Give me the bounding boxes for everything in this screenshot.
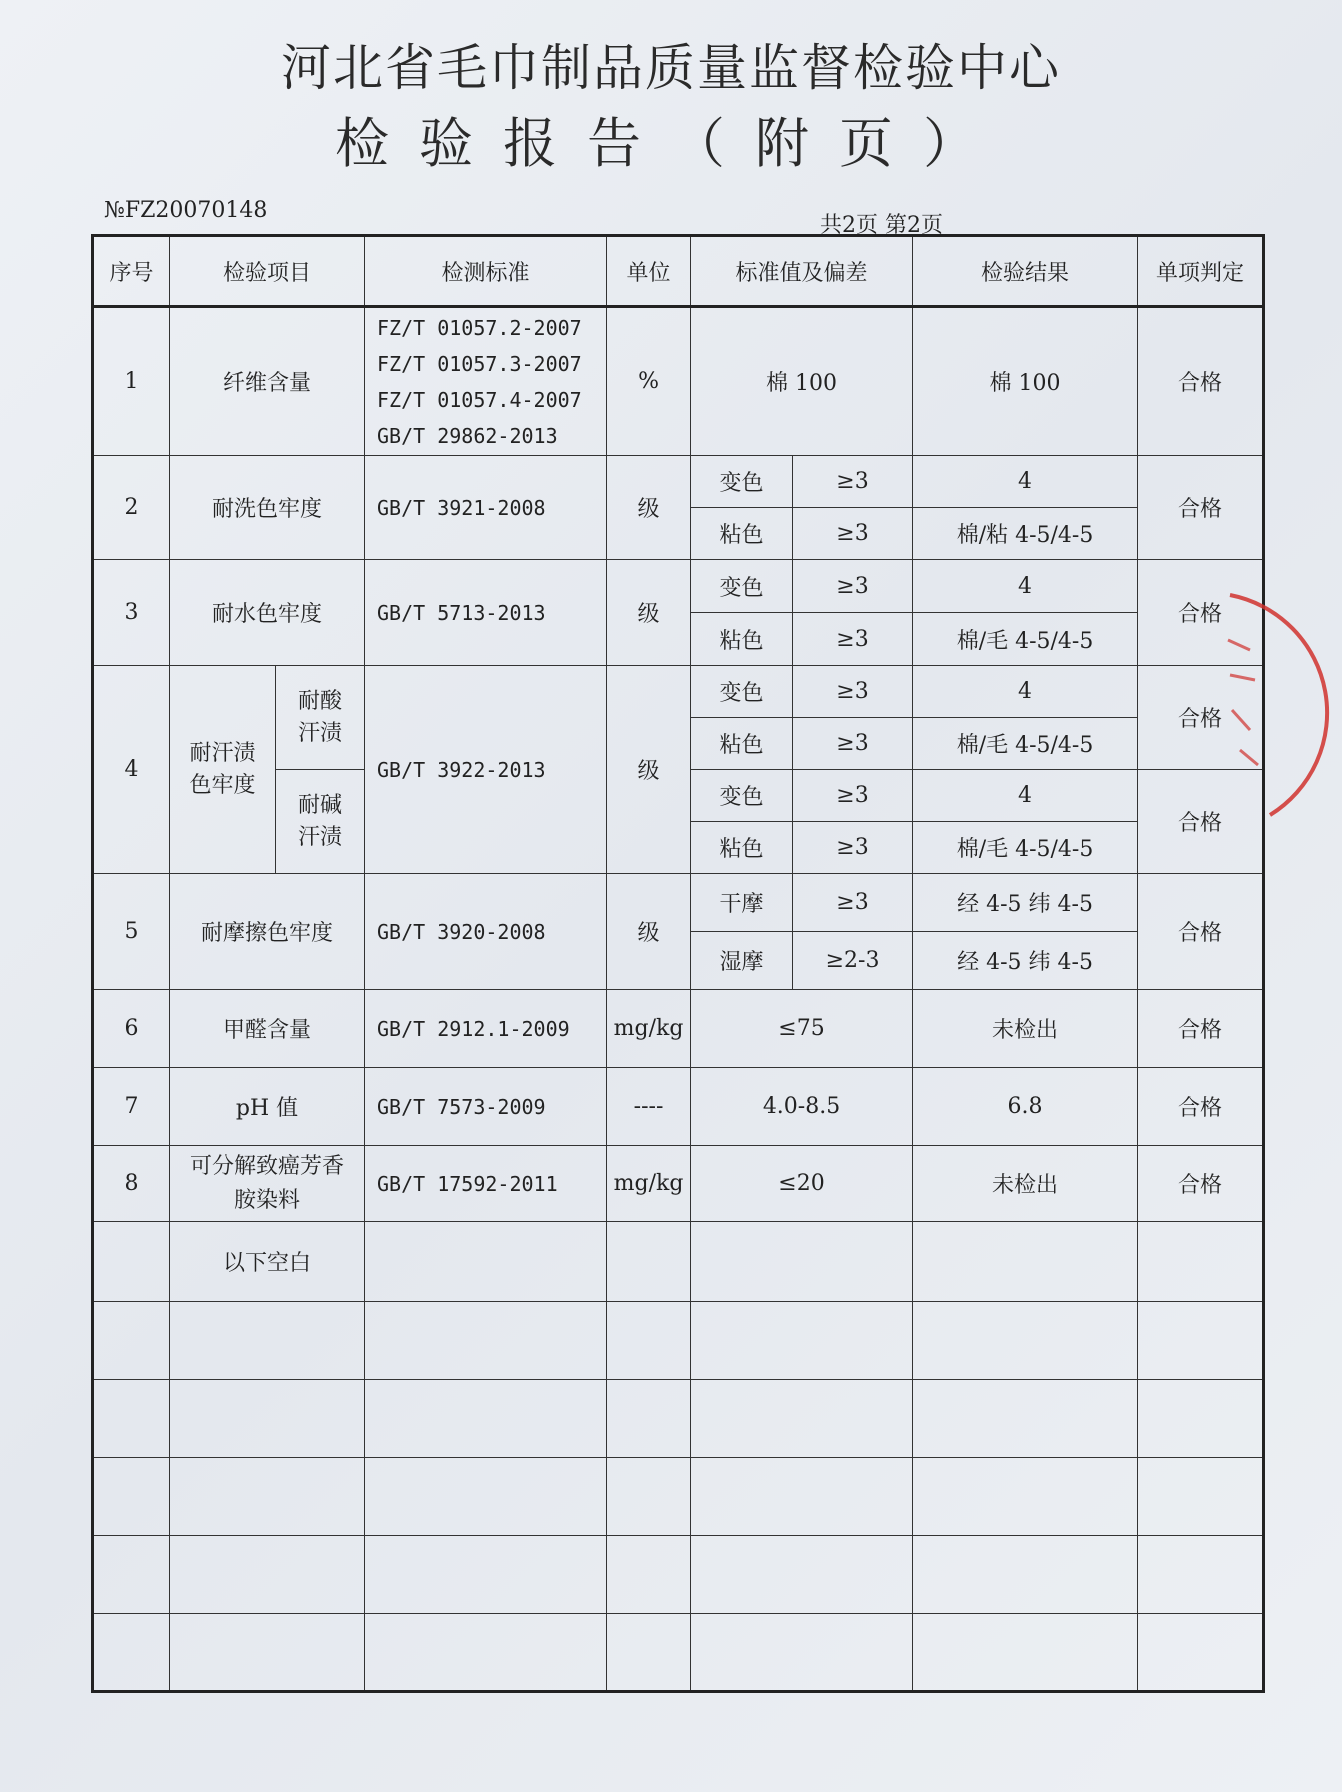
cell-subtype: 粘色 bbox=[691, 822, 793, 874]
standard-line: FZ/T 01057.2-2007 bbox=[377, 315, 582, 340]
page-info: 共2页 第2页 bbox=[820, 213, 943, 238]
cell-subitem: 耐酸汗渍 bbox=[276, 666, 365, 770]
cell-item: pH 值 bbox=[170, 1068, 365, 1146]
red-seal-stamp bbox=[1210, 580, 1342, 830]
cell-subtype: 粘色 bbox=[691, 613, 793, 666]
cell-standard: GB/T 3922-2013 bbox=[365, 666, 607, 874]
cell-result: 经 4-5 纬 4-5 bbox=[913, 874, 1138, 932]
cell-unit: ---- bbox=[607, 1068, 691, 1146]
cell-verdict: 合格 bbox=[1138, 990, 1264, 1068]
cell-spec: ≥2-3 bbox=[793, 932, 913, 990]
cell-subtype: 干摩 bbox=[691, 874, 793, 932]
blank-row bbox=[93, 1536, 1264, 1614]
blank-row bbox=[93, 1458, 1264, 1536]
table-header bbox=[93, 236, 1264, 307]
cell-result: 4 bbox=[913, 456, 1138, 508]
cell-verdict: 合格 bbox=[1138, 770, 1264, 874]
cell-subtype: 粘色 bbox=[691, 718, 793, 770]
cell-unit: mg/kg bbox=[607, 1146, 691, 1222]
cell-item: 耐水色牢度 bbox=[170, 560, 365, 666]
cell-result: 6.8 bbox=[913, 1068, 1138, 1146]
cell-result: 棉/毛 4-5/4-5 bbox=[913, 718, 1138, 770]
blank-note: 以下空白 bbox=[170, 1222, 365, 1302]
cell-spec: ≥3 bbox=[793, 456, 913, 508]
cell-standard bbox=[365, 307, 607, 456]
table-row bbox=[93, 874, 1264, 932]
cell-subtype: 变色 bbox=[691, 456, 793, 508]
cell-no: 4 bbox=[93, 666, 170, 874]
cell-verdict: 合格 bbox=[1138, 666, 1264, 770]
cell-result: 4 bbox=[913, 560, 1138, 613]
cell-item: 耐洗色牢度 bbox=[170, 456, 365, 560]
cell-no: 5 bbox=[93, 874, 170, 990]
cell-subtype: 变色 bbox=[691, 666, 793, 718]
col-header: 单位 bbox=[607, 236, 691, 307]
table-row bbox=[93, 560, 1264, 613]
cell-result: 4 bbox=[913, 666, 1138, 718]
cell-no: 7 bbox=[93, 1068, 170, 1146]
blank-row bbox=[93, 1380, 1264, 1458]
cell-result: 棉 100 bbox=[913, 307, 1138, 456]
cell-unit: % bbox=[607, 307, 691, 456]
blank-row bbox=[93, 1302, 1264, 1380]
col-header: 检验结果 bbox=[913, 236, 1138, 307]
cell-subtype: 粘色 bbox=[691, 508, 793, 560]
cell-item: 甲醛含量 bbox=[170, 990, 365, 1068]
cell-spec: ≥3 bbox=[793, 666, 913, 718]
cell-spec: ≤20 bbox=[691, 1146, 913, 1222]
col-header: 检验项目 bbox=[170, 236, 365, 307]
org-title: 河北省毛巾制品质量监督检验中心 bbox=[281, 39, 1061, 97]
col-header: 检测标准 bbox=[365, 236, 607, 307]
cell-subitem: 耐碱汗渍 bbox=[276, 770, 365, 874]
standard-line: FZ/T 01057.4-2007 bbox=[377, 387, 582, 412]
cell-verdict: 合格 bbox=[1138, 307, 1264, 456]
table-row bbox=[93, 666, 1264, 718]
table-row bbox=[93, 456, 1264, 508]
cell-standard: GB/T 3920-2008 bbox=[365, 874, 607, 990]
table-row bbox=[93, 1146, 1264, 1222]
table-row bbox=[93, 990, 1264, 1068]
cell-standard: GB/T 5713-2013 bbox=[365, 560, 607, 666]
cell-item: 可分解致癌芳香胺染料 bbox=[170, 1146, 365, 1222]
cell-spec: ≥3 bbox=[793, 874, 913, 932]
cell-spec: ≥3 bbox=[793, 718, 913, 770]
cell-standard: GB/T 17592-2011 bbox=[365, 1146, 607, 1222]
cell-no: 2 bbox=[93, 456, 170, 560]
cell-result: 4 bbox=[913, 770, 1138, 822]
cell-unit: 级 bbox=[607, 456, 691, 560]
standard-line: FZ/T 01057.3-2007 bbox=[377, 351, 582, 376]
cell-unit: mg/kg bbox=[607, 990, 691, 1068]
cell-verdict: 合格 bbox=[1138, 1146, 1264, 1222]
table-row bbox=[93, 1068, 1264, 1146]
cell-result: 棉/毛 4-5/4-5 bbox=[913, 613, 1138, 666]
cell-item: 耐汗渍色牢度 bbox=[170, 666, 276, 874]
cell-no: 6 bbox=[93, 990, 170, 1068]
cell-verdict: 合格 bbox=[1138, 560, 1264, 666]
cell-unit: 级 bbox=[607, 874, 691, 990]
cell-unit: 级 bbox=[607, 560, 691, 666]
cell-result: 棉/毛 4-5/4-5 bbox=[913, 822, 1138, 874]
cell-verdict: 合格 bbox=[1138, 1068, 1264, 1146]
cell-spec: ≥3 bbox=[793, 613, 913, 666]
cell-item: 纤维含量 bbox=[170, 307, 365, 456]
cell-unit: 级 bbox=[607, 666, 691, 874]
cell-no: 1 bbox=[93, 307, 170, 456]
cell-spec: ≥3 bbox=[793, 822, 913, 874]
col-header: 序号 bbox=[93, 236, 170, 307]
col-header: 标准值及偏差 bbox=[691, 236, 913, 307]
cell-result: 经 4-5 纬 4-5 bbox=[913, 932, 1138, 990]
cell-subtype: 变色 bbox=[691, 770, 793, 822]
cell-standard: GB/T 7573-2009 bbox=[365, 1068, 607, 1146]
cell-spec: ≥3 bbox=[793, 560, 913, 613]
table-row bbox=[93, 307, 1264, 456]
report-title: 检验报告（附页） bbox=[335, 112, 1007, 175]
standard-line: GB/T 29862-2013 bbox=[377, 423, 558, 448]
inspection-table bbox=[91, 234, 1265, 1693]
cell-verdict: 合格 bbox=[1138, 874, 1264, 990]
cell-no: 8 bbox=[93, 1146, 170, 1222]
cell-subtype: 湿摩 bbox=[691, 932, 793, 990]
cell-result: 未检出 bbox=[913, 1146, 1138, 1222]
blank-row bbox=[93, 1614, 1264, 1692]
cell-spec: ≥3 bbox=[793, 508, 913, 560]
cell-verdict: 合格 bbox=[1138, 456, 1264, 560]
cell-spec: ≥3 bbox=[793, 770, 913, 822]
cell-spec: ≤75 bbox=[691, 990, 913, 1068]
cell-subtype: 变色 bbox=[691, 560, 793, 613]
cell-spec: 4.0-8.5 bbox=[691, 1068, 913, 1146]
col-header: 单项判定 bbox=[1138, 236, 1264, 307]
cell-standard: GB/T 3921-2008 bbox=[365, 456, 607, 560]
cell-result: 棉/粘 4-5/4-5 bbox=[913, 508, 1138, 560]
cell-item: 耐摩擦色牢度 bbox=[170, 874, 365, 990]
cell-spec: 棉 100 bbox=[691, 307, 913, 456]
cell-no: 3 bbox=[93, 560, 170, 666]
report-number: №FZ20070148 bbox=[104, 198, 268, 223]
cell-result: 未检出 bbox=[913, 990, 1138, 1068]
blank-row bbox=[93, 1222, 1264, 1302]
cell-standard: GB/T 2912.1-2009 bbox=[365, 990, 607, 1068]
